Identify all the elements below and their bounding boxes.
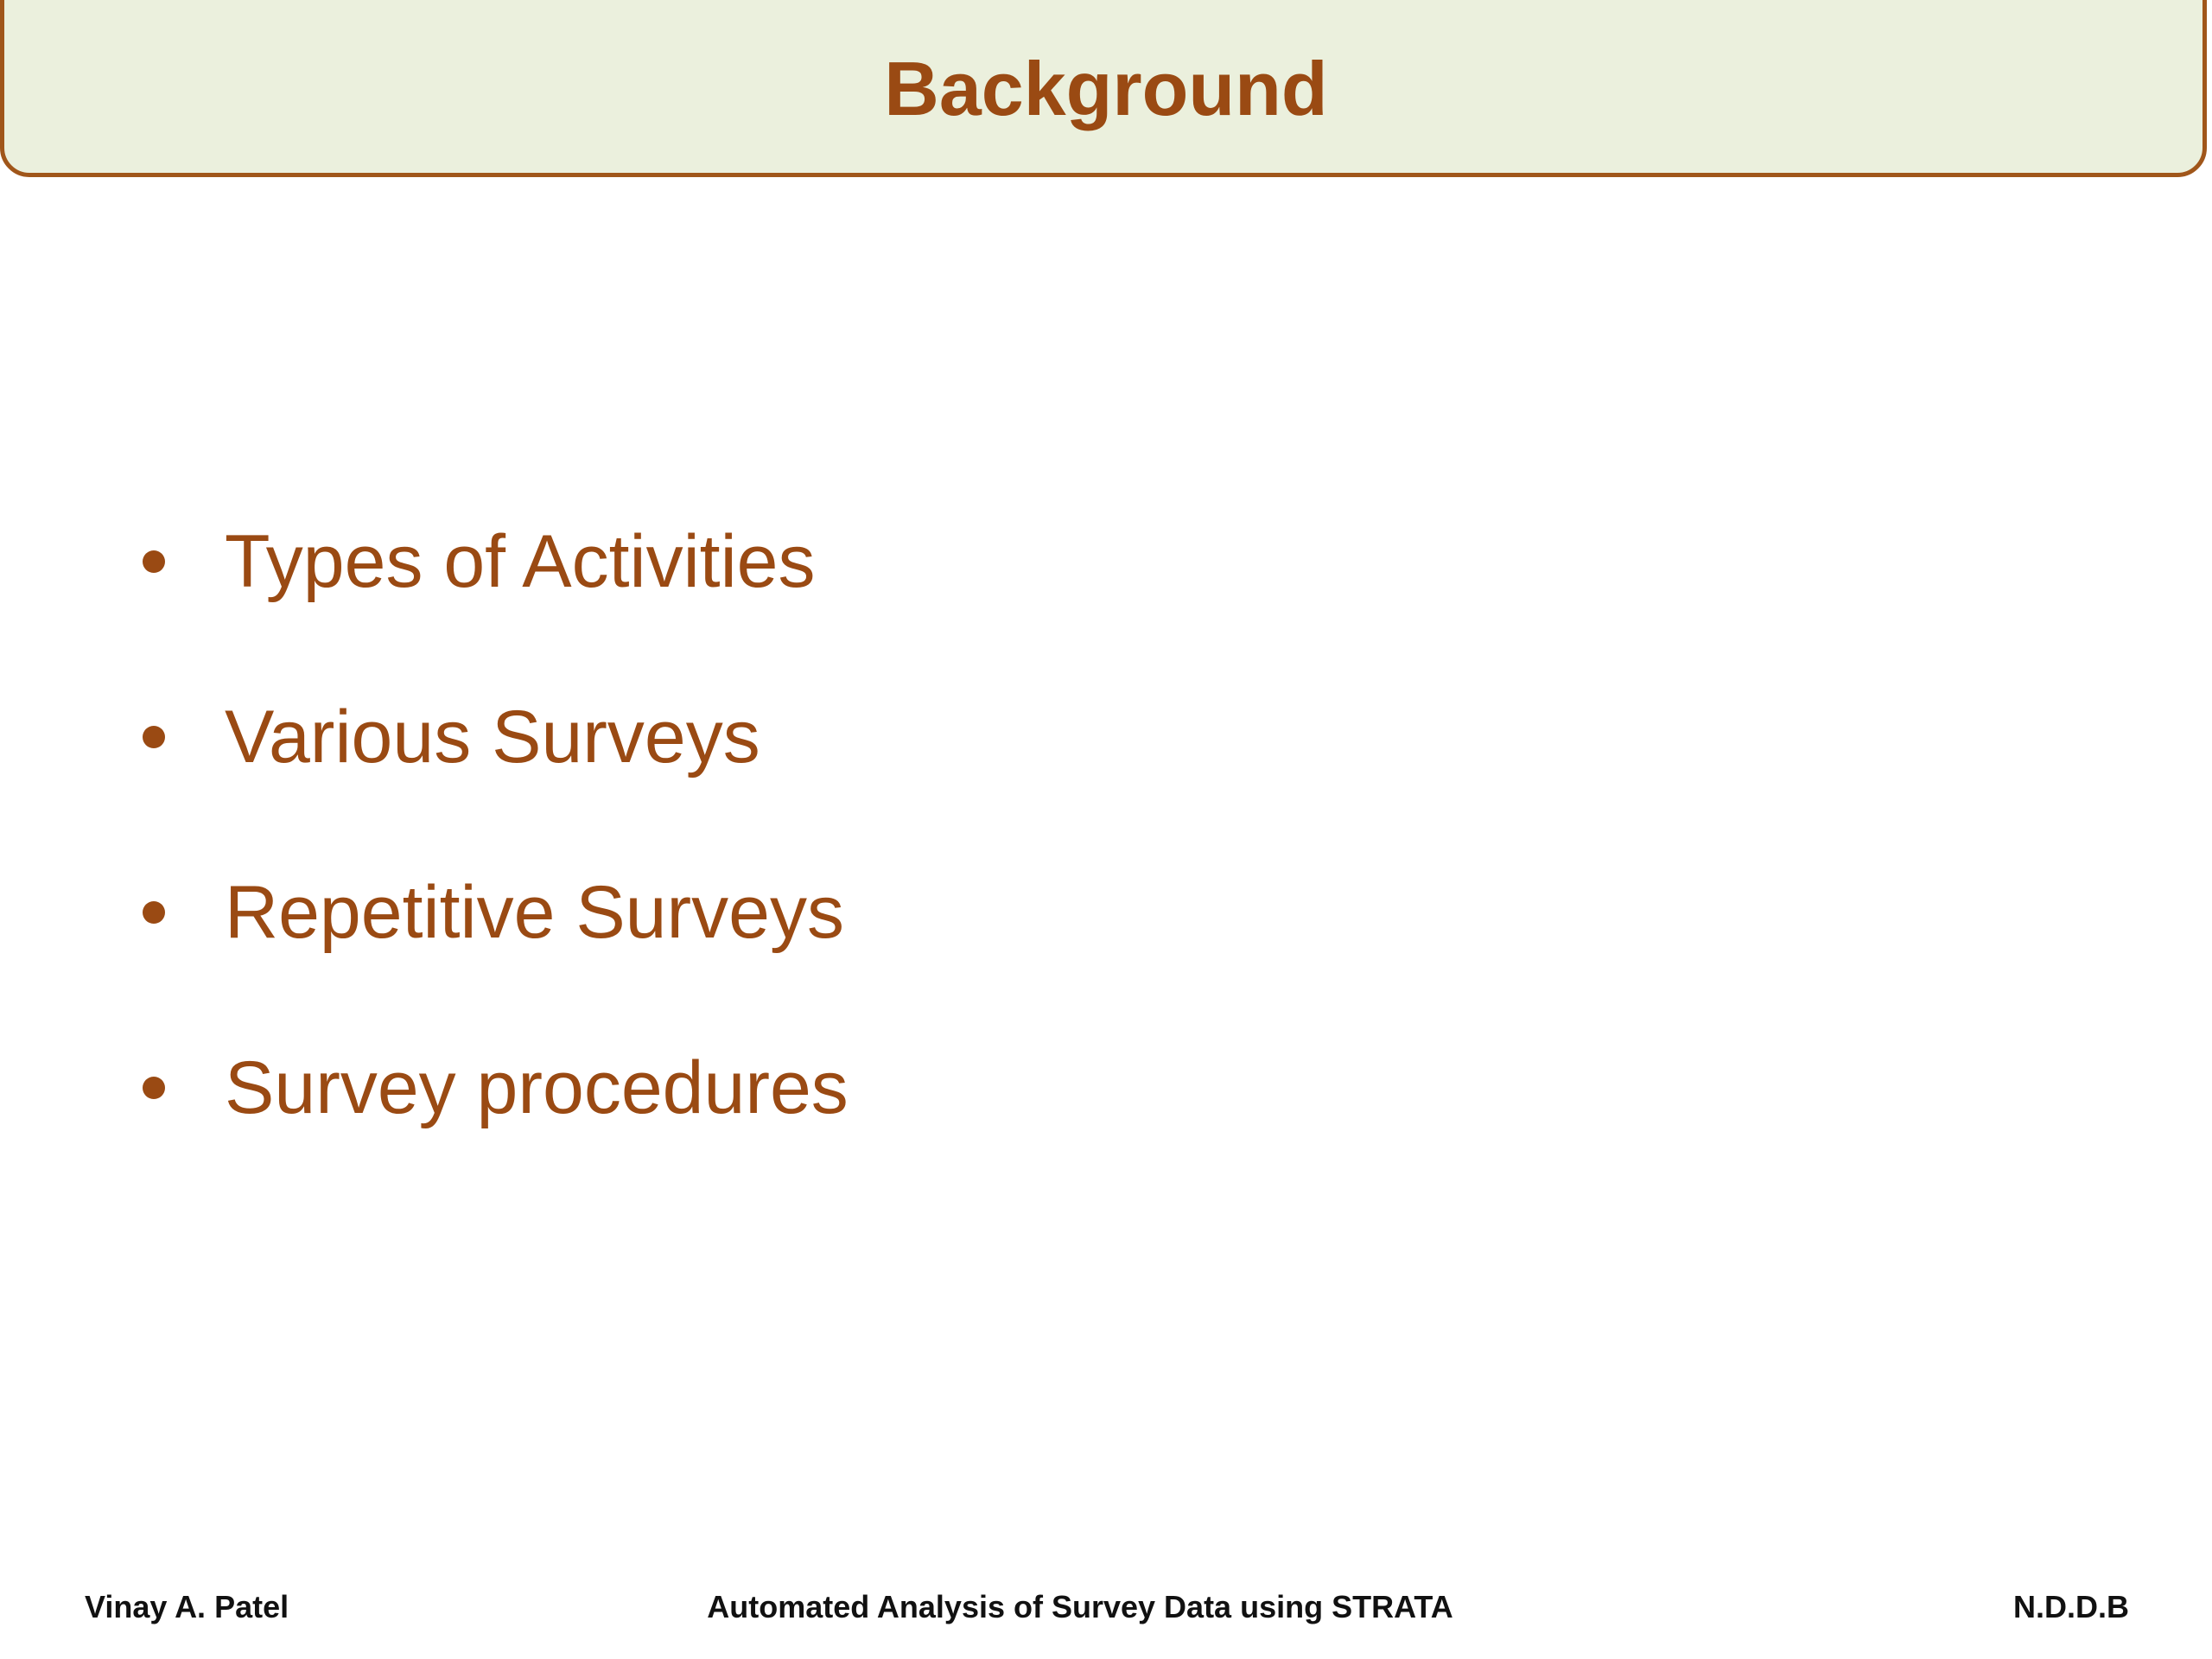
slide-title: Background — [884, 46, 1328, 131]
footer-presentation-title: Automated Analysis of Survey Data using STRATA — [707, 1589, 1453, 1624]
bullet-text: Types of Activities — [225, 520, 816, 603]
footer — [0, 1581, 2212, 1633]
bullet-dot-icon — [143, 901, 165, 924]
bullet-text: Repetitive Surveys — [225, 871, 844, 954]
bullet-text: Survey procedures — [225, 1046, 849, 1129]
bullet-dot-icon — [143, 550, 165, 573]
bullet-dot-icon — [143, 1077, 165, 1099]
footer-organization: N.D.D.B — [2013, 1589, 2129, 1624]
bullet-text: Various Surveys — [225, 696, 760, 779]
bullet-dot-icon — [143, 726, 165, 748]
footer-author: Vinay A. Patel — [85, 1589, 289, 1624]
